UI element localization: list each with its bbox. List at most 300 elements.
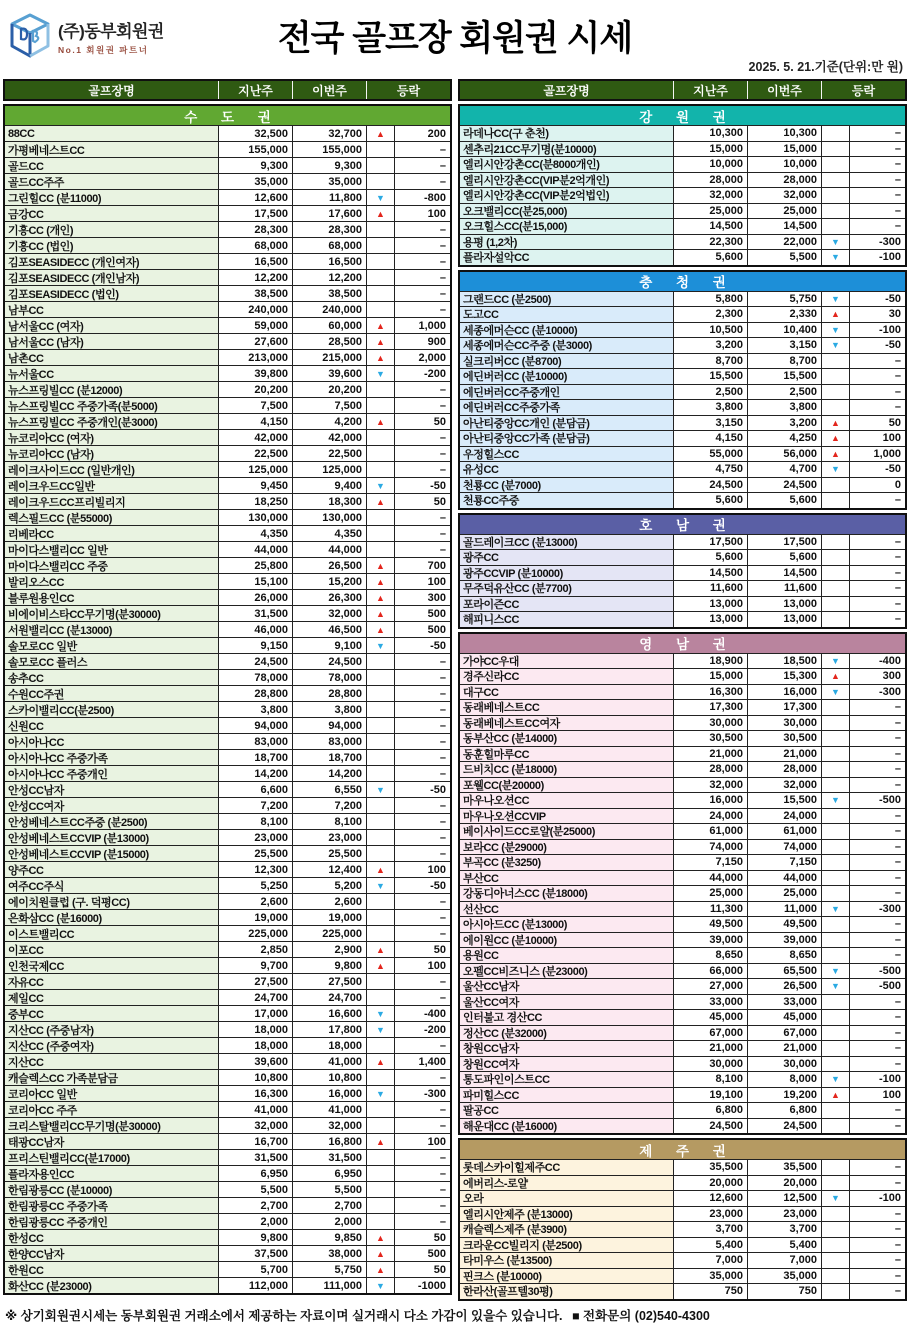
last-week-price: 25,000 <box>673 203 747 219</box>
last-week-price: 13,000 <box>673 596 747 612</box>
down-arrow-icon: ▼ <box>821 963 849 979</box>
this-week-price: 10,400 <box>747 322 821 338</box>
course-name: 파미힐스CC <box>460 1087 673 1103</box>
down-arrow-icon: ▼ <box>821 234 849 250</box>
no-change-cell <box>821 477 849 493</box>
last-week-price: 44,000 <box>218 541 292 557</box>
last-week-price: 27,600 <box>218 333 292 349</box>
last-week-price: 39,600 <box>218 1053 292 1069</box>
change-value: -800 <box>394 189 450 205</box>
column-header-course: 골프장명 <box>88 83 135 98</box>
last-week-price: 39,800 <box>218 365 292 381</box>
table-row <box>460 1190 905 1206</box>
last-week-price: 750 <box>673 1283 747 1299</box>
table-row <box>5 829 450 845</box>
table-row <box>5 653 450 669</box>
this-week-price: 22,500 <box>292 445 366 461</box>
last-week-price: 27,500 <box>218 973 292 989</box>
course-name: 골드CC주주 <box>5 173 218 189</box>
this-week-price: 28,000 <box>747 761 821 777</box>
last-week-price: 28,800 <box>218 685 292 701</box>
change-value: – <box>394 285 450 301</box>
last-week-price: 24,000 <box>673 808 747 824</box>
table-row <box>460 792 905 808</box>
this-week-price: 125,000 <box>292 461 366 477</box>
this-week-price: 28,300 <box>292 221 366 237</box>
last-week-price: 25,000 <box>673 885 747 901</box>
change-value: – <box>849 994 905 1010</box>
no-change-cell <box>821 1040 849 1056</box>
up-arrow-icon: ▲ <box>366 1053 394 1069</box>
change-value: – <box>849 596 905 612</box>
this-week-price: 74,000 <box>747 839 821 855</box>
change-value: – <box>394 829 450 845</box>
this-week-price: 7,500 <box>292 397 366 413</box>
this-week-price: 35,000 <box>292 173 366 189</box>
last-week-price: 12,600 <box>218 189 292 205</box>
up-arrow-icon: ▲ <box>366 1245 394 1261</box>
this-week-price: 12,500 <box>747 1190 821 1206</box>
course-name: 포웰CC(분20000) <box>460 777 673 793</box>
course-name: 가야CC우대 <box>460 653 673 669</box>
last-week-price: 30,000 <box>673 715 747 731</box>
course-name: 경주신라CC <box>460 668 673 684</box>
this-week-price: 10,300 <box>747 125 821 141</box>
last-week-price: 27,000 <box>673 978 747 994</box>
down-arrow-icon: ▼ <box>821 322 849 338</box>
course-name: 포라이즌CC <box>460 596 673 612</box>
table-row <box>460 1175 905 1191</box>
last-week-price: 24,500 <box>673 1118 747 1134</box>
change-value: 1,000 <box>394 317 450 333</box>
last-week-price: 61,000 <box>673 823 747 839</box>
change-value: -1000 <box>394 1277 450 1293</box>
this-week-price: 67,000 <box>747 1025 821 1041</box>
table-row <box>5 1005 450 1021</box>
up-arrow-icon: ▲ <box>821 430 849 446</box>
table-row <box>460 234 905 250</box>
down-arrow-icon: ▼ <box>821 291 849 307</box>
no-change-cell <box>366 989 394 1005</box>
last-week-price: 26,000 <box>218 589 292 605</box>
this-week-price: 22,000 <box>747 234 821 250</box>
change-value: 50 <box>849 415 905 431</box>
this-week-price: 35,000 <box>747 1268 821 1284</box>
this-week-price: 5,600 <box>747 492 821 508</box>
last-week-price: 6,800 <box>673 1102 747 1118</box>
no-change-cell <box>821 1206 849 1222</box>
course-name: 한라산(골프텔30평) <box>460 1283 673 1299</box>
course-name: 한양CC남자 <box>5 1245 218 1261</box>
change-value: 100 <box>394 573 450 589</box>
table-row <box>5 205 450 221</box>
sheet-footer <box>3 1306 907 1324</box>
course-name: 블루원용인CC <box>5 589 218 605</box>
table-row <box>5 589 450 605</box>
column-header-lastweek: 지난주 <box>218 81 292 99</box>
last-week-price: 7,150 <box>673 854 747 870</box>
change-value: – <box>394 653 450 669</box>
no-change-cell <box>366 909 394 925</box>
course-name: 마이다스밸리CC 주중 <box>5 557 218 573</box>
this-week-price: 23,000 <box>747 1206 821 1222</box>
last-week-price: 55,000 <box>673 446 747 462</box>
table-row <box>460 549 905 565</box>
change-value: – <box>849 1056 905 1072</box>
no-change-cell <box>821 854 849 870</box>
course-name: 남서울CC (남자) <box>5 333 218 349</box>
up-arrow-icon: ▲ <box>366 621 394 637</box>
no-change-cell <box>821 187 849 203</box>
last-week-price: 24,500 <box>673 477 747 493</box>
this-week-price: 5,600 <box>747 549 821 565</box>
last-week-price: 30,500 <box>673 730 747 746</box>
table-row <box>5 189 450 205</box>
this-week-price: 155,000 <box>292 141 366 157</box>
last-week-price: 6,950 <box>218 1165 292 1181</box>
this-week-price: 2,600 <box>292 893 366 909</box>
course-name: 동래베네스트CC <box>460 699 673 715</box>
last-week-price: 18,700 <box>218 749 292 765</box>
course-name: 안성베네스트CC주중 (분2500) <box>5 813 218 829</box>
change-value: – <box>849 1221 905 1237</box>
last-week-price: 225,000 <box>218 925 292 941</box>
company-tagline: No.1 회원권 파트너 <box>58 44 149 55</box>
last-week-price: 7,500 <box>218 397 292 413</box>
this-week-price: 15,000 <box>747 141 821 157</box>
no-change-cell <box>366 765 394 781</box>
this-week-price: 21,000 <box>747 746 821 762</box>
page-title: 전국 골프장 회원권 시세 <box>277 19 633 58</box>
down-arrow-icon: ▼ <box>821 901 849 917</box>
table-row <box>5 445 450 461</box>
course-name: 창원CC남자 <box>460 1040 673 1056</box>
this-week-price: 3,700 <box>747 1221 821 1237</box>
last-week-price: 11,600 <box>673 580 747 596</box>
no-change-cell <box>366 685 394 701</box>
no-change-cell <box>366 733 394 749</box>
course-name: 플라자용인CC <box>5 1165 218 1181</box>
course-name: 센추리21CC무기명(분10000) <box>460 141 673 157</box>
table-row <box>5 1133 450 1149</box>
last-week-price: 3,800 <box>673 399 747 415</box>
phone-contact: ■ 전화문의 (02)540-4300 <box>572 1308 710 1323</box>
last-week-price: 3,150 <box>673 415 747 431</box>
no-change-cell <box>366 1213 394 1229</box>
change-value: -100 <box>849 1071 905 1087</box>
last-week-price: 25,800 <box>218 557 292 573</box>
section-honam <box>458 513 907 629</box>
table-row <box>5 637 450 653</box>
change-value: – <box>394 717 450 733</box>
course-name: 부산CC <box>460 870 673 886</box>
this-week-price: 18,000 <box>292 1037 366 1053</box>
this-week-price: 38,500 <box>292 285 366 301</box>
last-week-price: 15,100 <box>218 573 292 589</box>
table-row <box>460 384 905 400</box>
down-arrow-icon: ▼ <box>366 1085 394 1101</box>
down-arrow-icon: ▼ <box>821 978 849 994</box>
this-week-price: 28,500 <box>292 333 366 349</box>
this-week-price: 9,300 <box>292 157 366 173</box>
table-row <box>5 781 450 797</box>
course-name: 아시아나CC 주중개인 <box>5 765 218 781</box>
last-week-price: 21,000 <box>673 746 747 762</box>
table-row <box>5 413 450 429</box>
course-name: 오라 <box>460 1190 673 1206</box>
course-name: 기흥CC (법인) <box>5 237 218 253</box>
no-change-cell <box>821 1118 849 1134</box>
course-name: 동래베네스트CC여자 <box>460 715 673 731</box>
this-week-price: 6,550 <box>292 781 366 797</box>
change-value: 300 <box>849 668 905 684</box>
last-week-price: 14,500 <box>673 218 747 234</box>
last-week-price: 5,600 <box>673 492 747 508</box>
left-column <box>3 79 452 1301</box>
last-week-price: 13,000 <box>673 611 747 627</box>
this-week-price: 9,850 <box>292 1229 366 1245</box>
no-change-cell <box>821 932 849 948</box>
change-value: – <box>394 397 450 413</box>
course-name: 크리스탈밸리CC무기명(분30000) <box>5 1117 218 1133</box>
no-change-cell <box>366 717 394 733</box>
last-week-price: 7,000 <box>673 1252 747 1268</box>
change-value: – <box>849 565 905 581</box>
last-week-price: 28,000 <box>673 172 747 188</box>
no-change-cell <box>821 384 849 400</box>
this-week-price: 7,000 <box>747 1252 821 1268</box>
this-week-price: 5,500 <box>747 249 821 265</box>
table-row <box>460 947 905 963</box>
no-change-cell <box>821 1237 849 1253</box>
course-name: 그랜드CC (분2500) <box>460 291 673 307</box>
no-change-cell <box>366 429 394 445</box>
table-row <box>460 668 905 684</box>
table-row <box>5 461 450 477</box>
last-week-price: 15,000 <box>673 668 747 684</box>
price-tables <box>3 79 907 1301</box>
this-week-price: 27,500 <box>292 973 366 989</box>
this-week-price: 18,300 <box>292 493 366 509</box>
last-week-price: 41,000 <box>218 1101 292 1117</box>
course-name: 도고CC <box>460 306 673 322</box>
no-change-cell <box>821 549 849 565</box>
course-name: 수원CC주권 <box>5 685 218 701</box>
course-name: 솔모로CC 일반 <box>5 637 218 653</box>
no-change-cell <box>366 893 394 909</box>
change-value: 50 <box>394 941 450 957</box>
change-value: – <box>394 1149 450 1165</box>
this-week-price: 26,500 <box>292 557 366 573</box>
table-row <box>5 925 450 941</box>
course-name: 동훈힐마루CC <box>460 746 673 762</box>
change-value: – <box>849 1252 905 1268</box>
no-change-cell <box>821 1102 849 1118</box>
course-name: 에버리스-로얄 <box>460 1175 673 1191</box>
change-value: – <box>849 947 905 963</box>
change-value: – <box>849 1159 905 1175</box>
down-arrow-icon: ▼ <box>366 877 394 893</box>
this-week-price: 12,200 <box>292 269 366 285</box>
this-week-price: 19,000 <box>292 909 366 925</box>
this-week-price: 6,800 <box>747 1102 821 1118</box>
last-week-price: 2,500 <box>673 384 747 400</box>
last-week-price: 74,000 <box>673 839 747 855</box>
last-week-price: 19,100 <box>673 1087 747 1103</box>
last-week-price: 5,600 <box>673 249 747 265</box>
no-change-cell <box>366 157 394 173</box>
change-value: – <box>849 916 905 932</box>
last-week-price: 20,200 <box>218 381 292 397</box>
change-value: 100 <box>394 205 450 221</box>
table-row <box>460 125 905 141</box>
table-row <box>460 368 905 384</box>
table-row <box>460 746 905 762</box>
down-arrow-icon: ▼ <box>821 461 849 477</box>
table-row <box>460 1206 905 1222</box>
last-week-price: 94,000 <box>218 717 292 733</box>
course-name: 엘리시안제주 (분13000) <box>460 1206 673 1222</box>
course-name: 기흥CC (개인) <box>5 221 218 237</box>
down-arrow-icon: ▼ <box>366 477 394 493</box>
course-name: 에이원CC (분10000) <box>460 932 673 948</box>
last-week-price: 3,800 <box>218 701 292 717</box>
change-value: – <box>849 125 905 141</box>
change-value: – <box>849 823 905 839</box>
this-week-price: 6,950 <box>292 1165 366 1181</box>
course-name: 에딘버러CC주중개인 <box>460 384 673 400</box>
change-value: – <box>849 384 905 400</box>
no-change-cell <box>821 1159 849 1175</box>
this-week-price: 4,700 <box>747 461 821 477</box>
change-value: – <box>849 777 905 793</box>
change-value: – <box>849 1206 905 1222</box>
last-week-price: 46,000 <box>218 621 292 637</box>
no-change-cell <box>366 1181 394 1197</box>
this-week-price: 8,650 <box>747 947 821 963</box>
change-value: – <box>849 156 905 172</box>
table-row <box>460 761 905 777</box>
course-name: 광주CCVIP (분10000) <box>460 565 673 581</box>
table-row <box>460 187 905 203</box>
this-week-price: 11,800 <box>292 189 366 205</box>
table-row <box>460 823 905 839</box>
course-name: 아시아나CC <box>5 733 218 749</box>
no-change-cell <box>821 715 849 731</box>
course-name: 롯데스카이힐제주CC <box>460 1159 673 1175</box>
table-row <box>460 172 905 188</box>
course-name: 지산CC (주중여자) <box>5 1037 218 1053</box>
this-week-price: 32,000 <box>292 605 366 621</box>
course-name: 울산CC남자 <box>460 978 673 994</box>
change-value: 100 <box>849 430 905 446</box>
course-name: 태광CC남자 <box>5 1133 218 1149</box>
change-value: – <box>394 1213 450 1229</box>
no-change-cell <box>366 301 394 317</box>
last-week-price: 78,000 <box>218 669 292 685</box>
change-value: 500 <box>394 605 450 621</box>
change-value: – <box>394 925 450 941</box>
last-week-price: 125,000 <box>218 461 292 477</box>
this-week-price: 24,500 <box>747 477 821 493</box>
course-name: 유성CC <box>460 461 673 477</box>
table-row <box>5 237 450 253</box>
change-value: – <box>394 221 450 237</box>
no-change-cell <box>366 541 394 557</box>
course-name: 송추CC <box>5 669 218 685</box>
this-week-price: 14,200 <box>292 765 366 781</box>
change-value: -400 <box>849 653 905 669</box>
table-row <box>5 893 450 909</box>
course-name: 지산CC <box>5 1053 218 1069</box>
this-week-price: 38,000 <box>292 1245 366 1261</box>
this-week-price: 8,700 <box>747 353 821 369</box>
table-row <box>5 1261 450 1277</box>
this-week-price: 26,300 <box>292 589 366 605</box>
table-row <box>5 317 450 333</box>
down-arrow-icon: ▼ <box>821 684 849 700</box>
table-header-left <box>3 79 452 101</box>
change-value: – <box>849 715 905 731</box>
table-row <box>460 978 905 994</box>
this-week-price: 750 <box>747 1283 821 1299</box>
section-chungcheong <box>458 270 907 510</box>
table-row <box>460 653 905 669</box>
no-change-cell <box>821 699 849 715</box>
no-change-cell <box>821 141 849 157</box>
change-value: – <box>394 381 450 397</box>
course-name: 한림광릉CC 주중가족 <box>5 1197 218 1213</box>
down-arrow-icon: ▼ <box>366 1021 394 1037</box>
no-change-cell <box>366 813 394 829</box>
this-week-price: 17,300 <box>747 699 821 715</box>
course-name: 인천국제CC <box>5 957 218 973</box>
change-value: 50 <box>394 413 450 429</box>
change-value: – <box>394 509 450 525</box>
last-week-price: 11,300 <box>673 901 747 917</box>
table-row <box>460 291 905 307</box>
last-week-price: 3,700 <box>673 1221 747 1237</box>
no-change-cell <box>366 1165 394 1181</box>
this-week-price: 3,800 <box>747 399 821 415</box>
table-row <box>5 125 450 141</box>
no-change-cell <box>821 1268 849 1284</box>
this-week-price: 17,600 <box>292 205 366 221</box>
change-value: – <box>394 1165 450 1181</box>
table-row <box>5 701 450 717</box>
table-row <box>460 492 905 508</box>
course-name: 해운대CC (분16000) <box>460 1118 673 1134</box>
change-value: – <box>394 909 450 925</box>
this-week-price: 11,000 <box>747 901 821 917</box>
last-week-price: 16,700 <box>218 1133 292 1149</box>
no-change-cell <box>821 730 849 746</box>
last-week-price: 23,000 <box>673 1206 747 1222</box>
change-value: – <box>849 730 905 746</box>
table-row <box>5 749 450 765</box>
table-row <box>5 717 450 733</box>
change-value: – <box>849 353 905 369</box>
change-value: 1,000 <box>849 446 905 462</box>
course-name: 한원CC <box>5 1261 218 1277</box>
table-row <box>460 1009 905 1025</box>
course-name: 레이크우드CC일반 <box>5 477 218 493</box>
course-name: 오크밸리CC(분25,000) <box>460 203 673 219</box>
course-name: 남서울CC (여자) <box>5 317 218 333</box>
last-week-price: 32,000 <box>218 1117 292 1133</box>
down-arrow-icon: ▼ <box>821 249 849 265</box>
this-week-price: 45,000 <box>747 1009 821 1025</box>
